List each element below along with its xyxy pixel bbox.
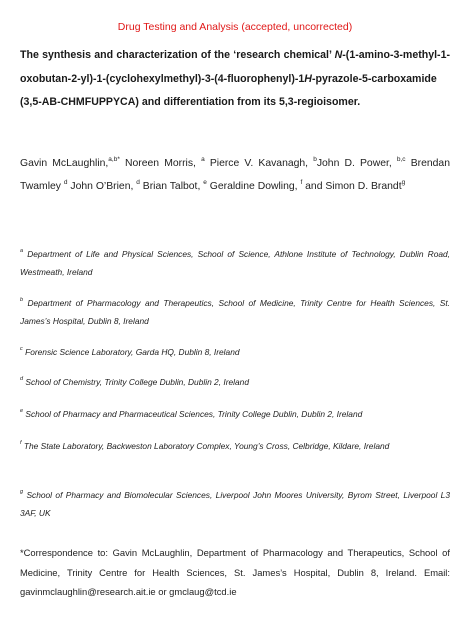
affiliation-key: e — [20, 408, 24, 415]
title-part-3: -pyrazole-5-carboxamide (3,5-AB-CHMFUPPYCA) and differentiation from its 5,3-regioisomer. — [20, 72, 437, 108]
paper-title — [20, 44, 450, 115]
affiliation-key: g — [20, 489, 24, 496]
affiliation-key: f — [20, 440, 22, 447]
author-affiliation-marker: a — [201, 155, 205, 163]
title-part-2: -(1-amino-3-methyl-1-oxobutan-2-yl)-1-(cyclohexylmethyl)-3-(4-fluorophenyl)-1 — [20, 49, 450, 85]
journal-header: Drug Testing and Analysis (accepted, uncorrected) — [117, 21, 353, 33]
affiliation-text: The State Laboratory, Backweston Laboratory Complex, Young’s Cross, Celbridge, Kildare, Ireland — [23, 441, 390, 451]
author-affiliation-marker: b — [313, 155, 317, 163]
affiliation-b — [20, 294, 450, 330]
title-part-1: The synthesis and characterization of the ‘research chemical’ — [20, 49, 335, 61]
author-affiliation-marker: b,c — [396, 155, 406, 163]
author-name: John O’Brien, — [70, 181, 134, 192]
affiliation-text: Forensic Science Laboratory, Garda HQ, Dublin 8, Ireland — [25, 347, 240, 357]
author-affiliation-marker: f — [300, 178, 303, 186]
affiliation-key: a — [20, 248, 24, 255]
author-name: Noreen Morris, — [125, 158, 196, 169]
title-italic-n: N — [334, 49, 343, 61]
author-name: Brian Talbot, — [142, 181, 201, 192]
author-affiliation-marker: d — [136, 178, 140, 186]
author-name: Gavin McLaughlin, — [20, 158, 109, 169]
affiliation-c — [20, 343, 450, 361]
affiliation-text: School of Pharmacy and Biomolecular Sciences, Liverpool John Moores University, Byrom Street, Liverpool L3 3AF, UK — [20, 490, 450, 518]
affiliation-key: b — [20, 297, 24, 304]
affiliation-text: School of Pharmacy and Pharmaceutical Sciences, Trinity College Dublin, Dublin 2, Ireland — [25, 409, 363, 419]
affiliation-key: c — [20, 346, 23, 353]
affiliation-f — [20, 437, 450, 455]
affiliation-text: Department of Life and Physical Sciences, School of Science, Athlone Institute of Technology, Dublin Road, Westmeath, Ireland — [20, 249, 451, 277]
author-name: and Simon D. Brandt — [305, 181, 402, 192]
affiliation-key: d — [20, 376, 24, 383]
affiliation-text: Department of Pharmacology and Therapeutics, School of Medicine, Trinity Centre for Health Sciences, St. James’s Hospital, Dublin 8, Ireland — [20, 298, 450, 326]
author-name: Pierce V. Kavanagh, — [209, 158, 309, 169]
author-name: Geraldine Dowling, — [209, 181, 298, 192]
author-name: Brendan Twamley — [20, 158, 450, 192]
author-affiliation-marker: g — [401, 178, 406, 186]
author-affiliation-marker: a,b* — [108, 155, 120, 163]
title-italic-h: H — [304, 72, 312, 85]
affiliation-a — [20, 245, 450, 281]
correspondence-note: *Correspondence to: Gavin McLaughlin, Department of Pharmacology and Therapeutics, School of Medicine, Trinity Centre for Health Sciences, St. James’s Hospital, Dublin 8, Ireland. Email: gavinmclaughlin@research.ait.ie or gmclaug@tcd.ie — [20, 547, 450, 597]
author-affiliation-marker: e — [203, 178, 207, 186]
affiliation-e — [20, 405, 450, 423]
author-list — [20, 152, 450, 198]
author-affiliation-marker: d — [63, 178, 68, 186]
affiliation-g — [20, 486, 450, 522]
author-name: John D. Power, — [316, 158, 392, 169]
affiliation-d — [20, 373, 450, 391]
affiliation-text: School of Chemistry, Trinity College Dublin, Dublin 2, Ireland — [25, 377, 249, 387]
